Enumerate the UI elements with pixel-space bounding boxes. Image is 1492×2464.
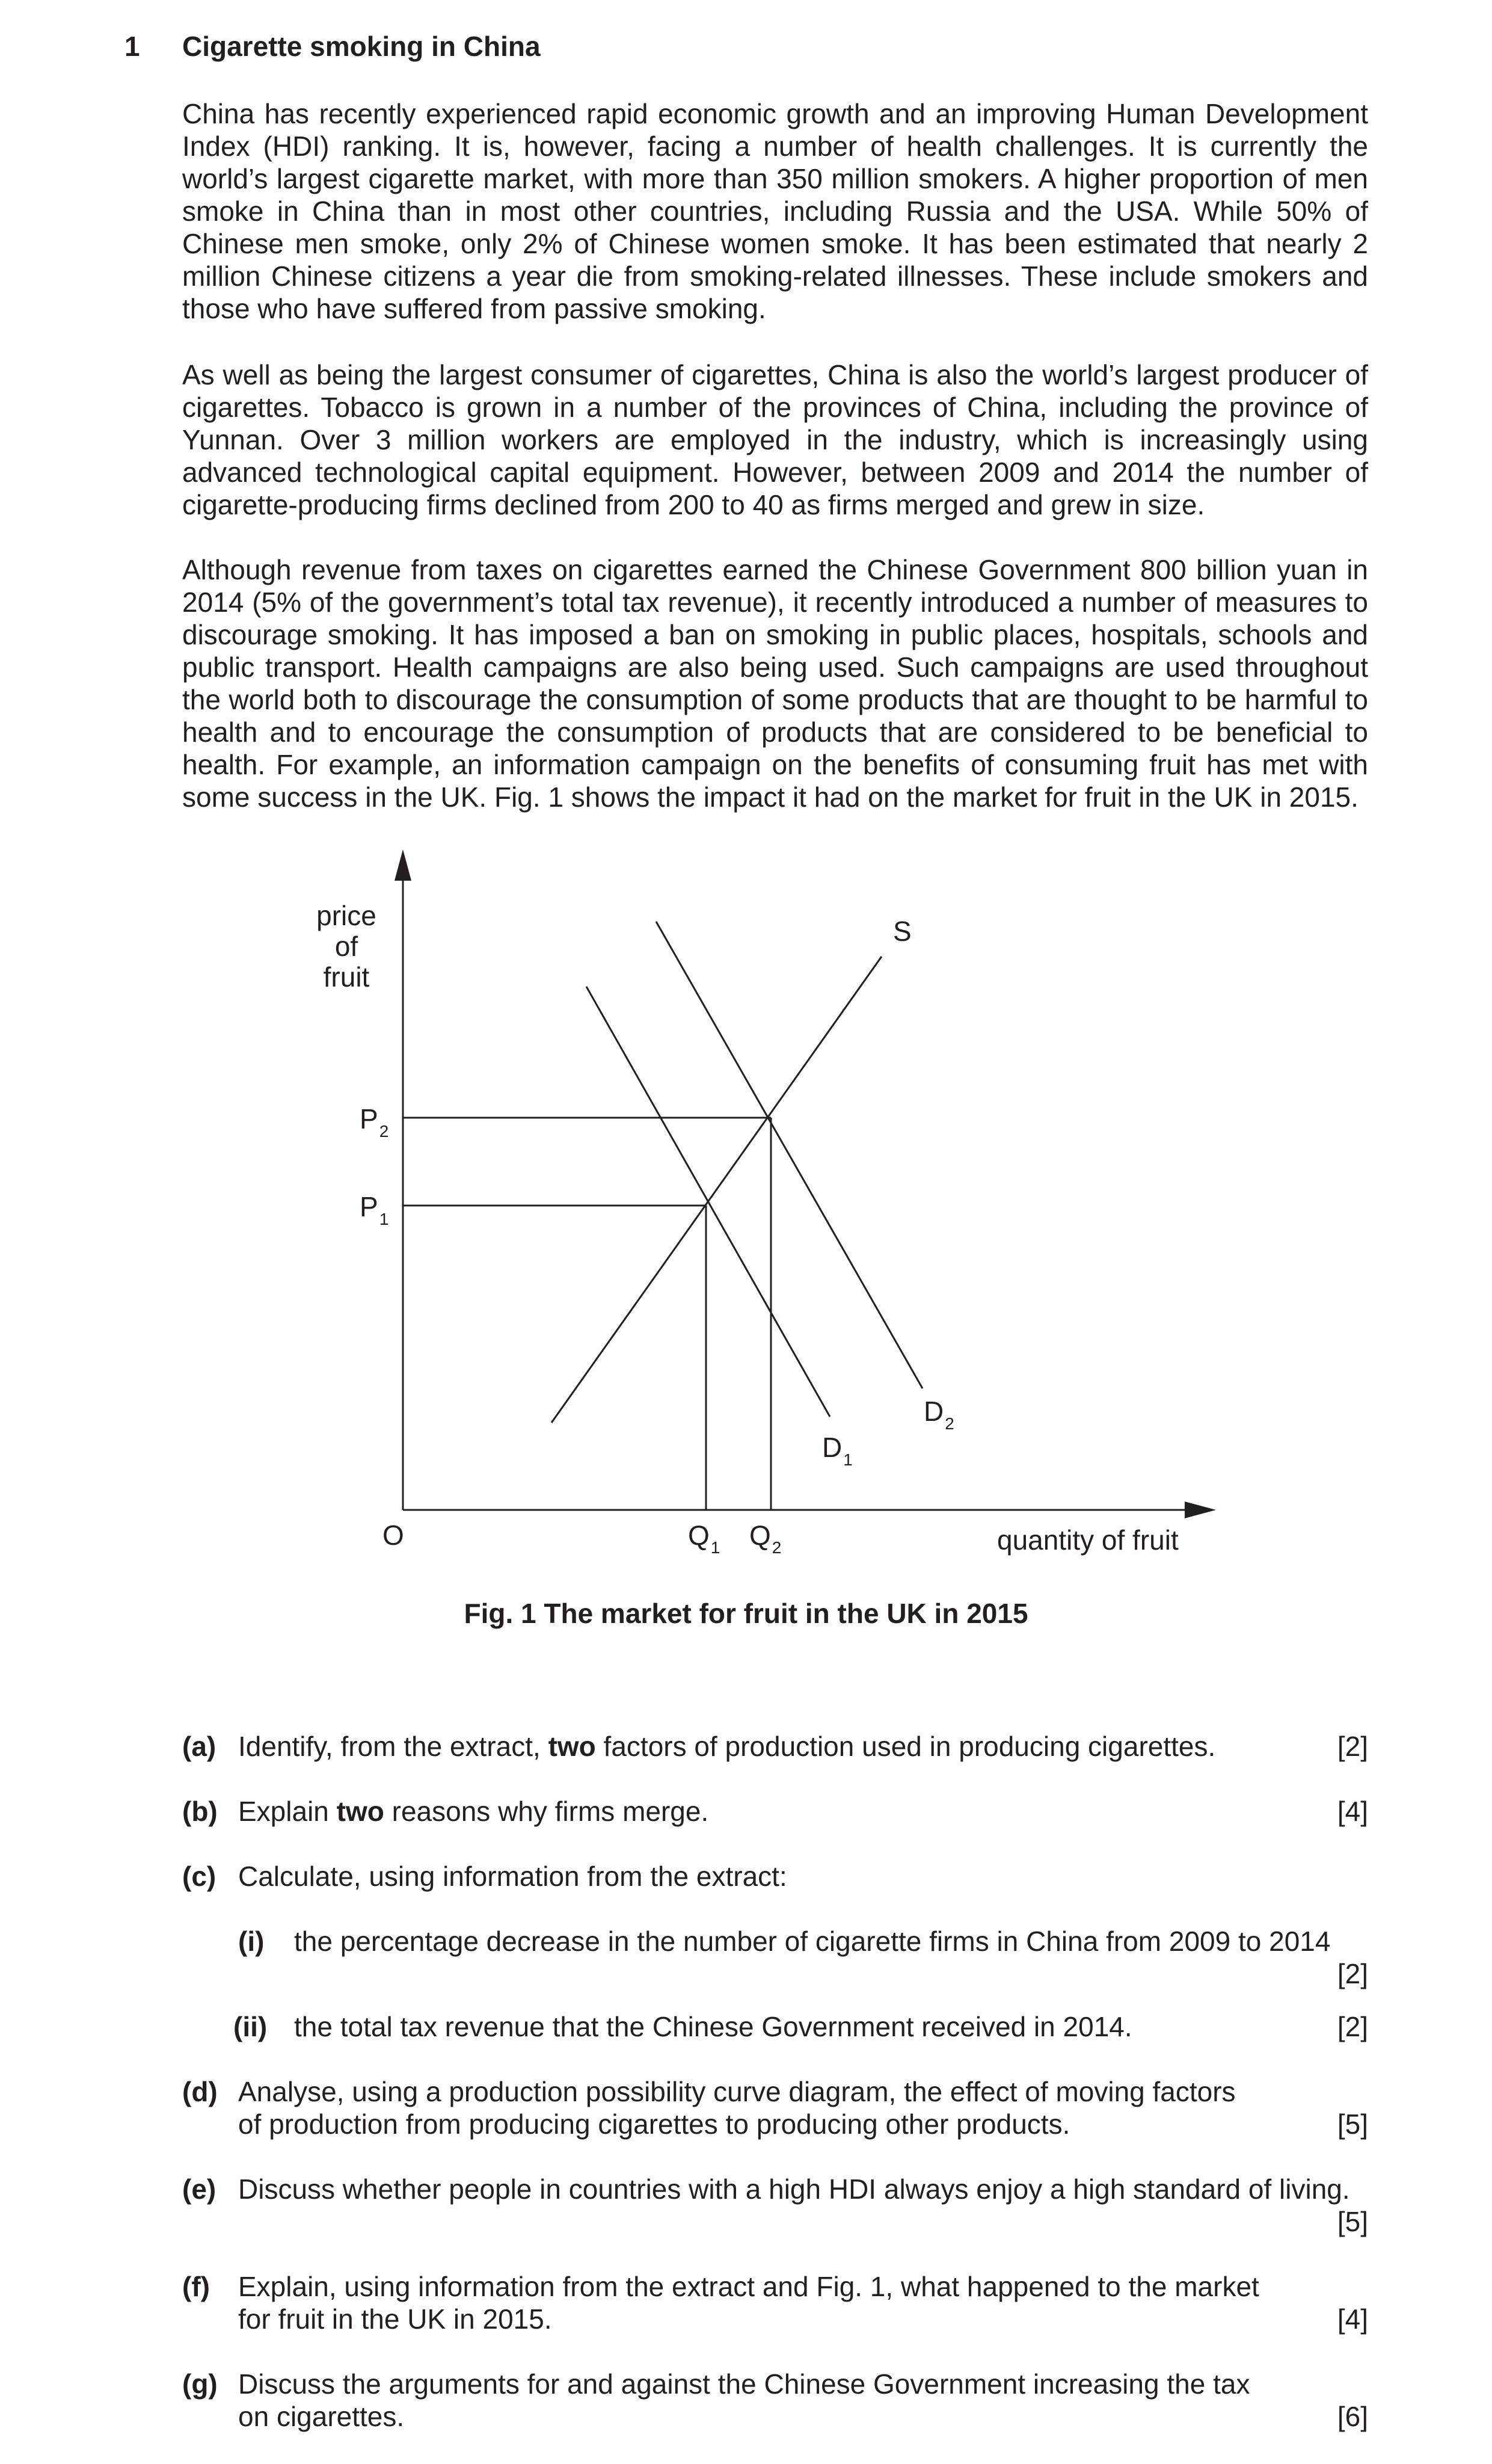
supply-label: S — [893, 916, 912, 947]
question-title: Cigarette smoking in China — [182, 31, 541, 62]
extract-paragraph-2: As well as being the largest consumer of cigarettes, China is also the world’s largest producer of cigarettes. Tobacco is grown in a number of the provinces of China, including the province of Yunnan. Over 3 million workers are employed in the industry, which is increasingly using advanced technological capital equipment. However, between 2009 and 2014 the number of cigarette-producing firms declined from 200 to 40 as firms merged and grew in size. — [182, 359, 1368, 520]
question-g-label: (g) — [182, 2368, 218, 2400]
question-f-label: (f) — [182, 2271, 210, 2302]
y-axis-label-line-3: fruit — [323, 961, 370, 993]
y-axis-label-line-1: price — [316, 900, 376, 931]
question-c-i-text: the percentage decrease in the number of cigarette firms in China from 2009 to 2014 — [294, 1926, 1331, 1957]
question-c-label: (c) — [182, 1861, 216, 1892]
question-g-marks: [6] — [1337, 2401, 1368, 2432]
question-number: 1 — [124, 31, 140, 62]
question-d-marks: [5] — [1337, 2108, 1368, 2140]
origin-label: O — [382, 1520, 404, 1551]
question-e-text: Discuss whether people in countries with a high HDI always enjoy a high standard of living. — [238, 2173, 1350, 2205]
question-c-ii-text: the total tax revenue that the Chinese Government received in 2014. — [294, 2011, 1132, 2042]
d2-label: $D_2$ — [924, 1396, 954, 1433]
figure-caption: Fig. 1 The market for fruit in the UK in 2015 — [464, 1598, 1028, 1629]
question-b-label: (b) — [182, 1796, 218, 1827]
p1-label: $P_1$ — [360, 1191, 389, 1228]
question-e-label: (e) — [182, 2173, 216, 2205]
d1-label: $D_1$ — [822, 1432, 853, 1469]
question-c-text: Calculate, using information from the extract: — [238, 1861, 787, 1892]
question-g-text: Discuss the arguments for and against the Chinese Government increasing the tax on cigarettes. — [238, 2368, 1250, 2432]
p2-label: $P_2$ — [360, 1103, 389, 1141]
demand-curve-d1 — [586, 987, 830, 1417]
extract-paragraph-1: China has recently experienced rapid economic growth and an improving Human Development Index (HDI) ranking. It is, however, facing a number of health challenges. It is currently the world’s largest cigarette market, with more than 350 million smokers. A higher proportion of men smoke in China than in most other countries, including Russia and the USA. While 50% of Chinese men smoke, only 2% of Chinese women smoke. It has been estimated that nearly 2 million Chinese citizens a year die from smoking-related illnesses. These include smokers and those who have suffered from passive smoking. — [182, 98, 1368, 324]
y-axis-arrowhead — [394, 849, 411, 881]
question-c-i-label: (i) — [238, 1926, 265, 1957]
x-axis-arrowhead — [1185, 1502, 1216, 1518]
x-axis-label: quantity of fruit — [997, 1524, 1179, 1556]
demand-curve-d2 — [656, 922, 923, 1388]
question-a-text: Identify, from the extract, two factors of production used in producing cigarettes. — [238, 1731, 1216, 1762]
question-a-label: (a) — [182, 1731, 216, 1762]
y-axis-label-line-2: of — [334, 931, 358, 962]
question-b-marks: [4] — [1337, 1796, 1368, 1827]
question-c-ii-label: (ii) — [233, 2011, 268, 2042]
figure-1-supply-demand-diagram — [0, 836, 1492, 1582]
extract-paragraph-3: Although revenue from taxes on cigarettes earned the Chinese Government 800 billion yuan in 2014 (5% of the government’s total tax revenue), it recently introduced a number of measures to discourage smoking. It has imposed a ban on smoking in public places, hospitals, schools and public transport. Health campaigns are also being used. Such campaigns are used throughout the world both to discourage the consumption of some products that are thought to be harmful to health and to encourage the consumption of products that are considered to be beneficial to health. For example, an information campaign on the benefits of consuming fruit has met with some success in the UK. Fig. 1 shows the impact it had on the market for fruit in the UK in 2015. — [182, 554, 1368, 813]
question-f-text: Explain, using information from the extract and Fig. 1, what happened to the market for fruit in the UK in 2015. — [238, 2271, 1259, 2335]
question-a-marks: [2] — [1337, 1731, 1368, 1762]
question-d-text: Analyse, using a production possibility curve diagram, the effect of moving factors of production from producing cigarettes to producing other products. — [238, 2076, 1236, 2140]
question-d-label: (d) — [182, 2076, 218, 2107]
question-f-marks: [4] — [1337, 2303, 1368, 2335]
question-e-marks: [5] — [1337, 2206, 1368, 2237]
question-b-text: Explain two reasons why firms merge. — [238, 1796, 709, 1827]
q2-label: $Q_2$ — [749, 1520, 782, 1557]
q1-label: $Q_1$ — [688, 1520, 720, 1557]
question-c-i-marks: [2] — [1337, 1958, 1368, 1989]
question-c-ii-marks: [2] — [1337, 2011, 1368, 2042]
